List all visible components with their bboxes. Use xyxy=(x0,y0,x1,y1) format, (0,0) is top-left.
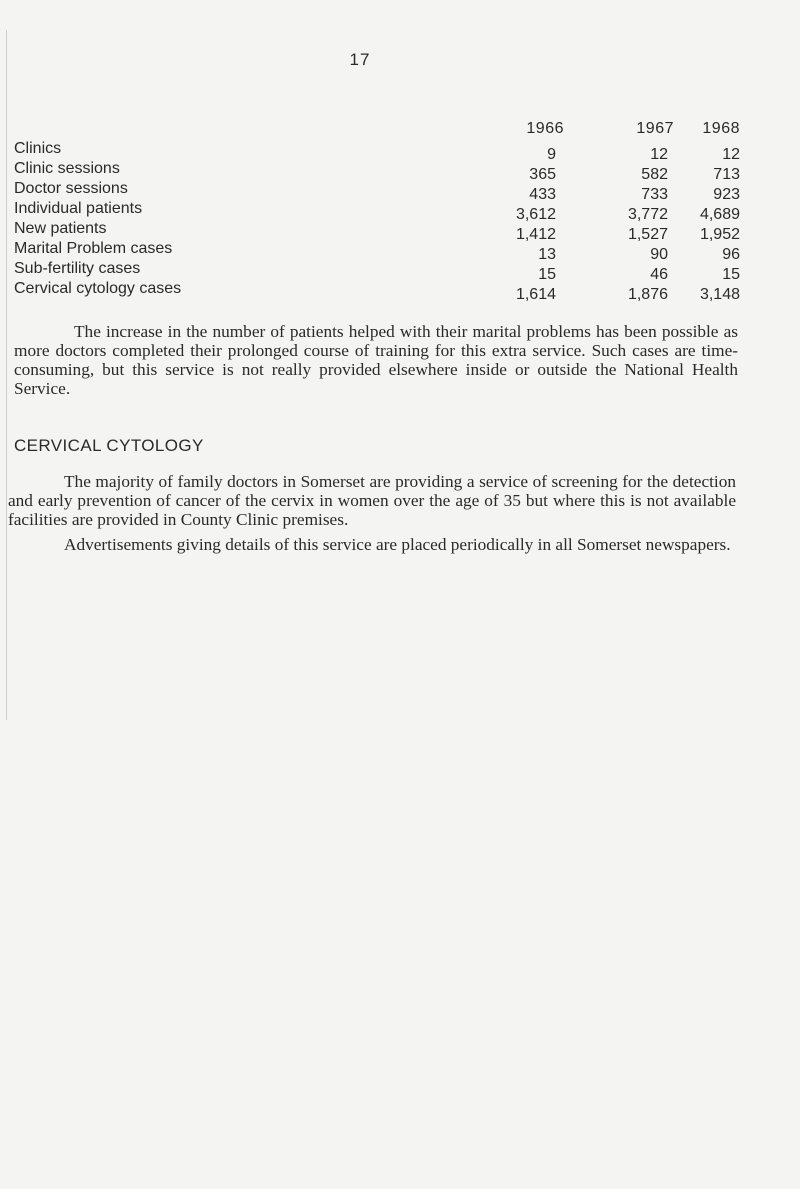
cell-doctor-sessions-1966: 433 xyxy=(529,186,556,203)
row-label-individual-patients: Individual patients xyxy=(14,200,143,217)
cell-clinics-1967: 12 xyxy=(650,146,668,163)
cell-new-patients-1968: 1,952 xyxy=(699,226,740,243)
cell-cervical-cytology-cases-1967: 1,876 xyxy=(627,286,668,303)
cell-individual-patients-1968: 4,689 xyxy=(699,206,740,223)
cell-cervical-cytology-cases-1968: 3,148 xyxy=(699,286,740,303)
paragraph-advertisements: Advertisements giving details of this service are placed periodically in all Somerset newspapers. xyxy=(64,535,731,554)
cell-cervical-cytology-cases-1966: 1,614 xyxy=(515,286,556,303)
page-edge-line xyxy=(6,30,7,720)
row-label-sub-fertility-cases: Sub-fertility cases xyxy=(14,260,141,277)
paragraph-marital-problems: The increase in the number of patients helped with their marital problems has been possible as more doctors completed their prolonged course of training for this extra service. Such cases are time-consuming, but this service is not really provided elsewhere inside or outside the National Health Service. xyxy=(14,322,738,398)
cell-clinic-sessions-1967: 582 xyxy=(641,166,668,183)
cell-individual-patients-1967: 3,772 xyxy=(627,206,668,223)
year-header-1966: 1966 xyxy=(526,120,564,137)
cell-marital-problem-cases-1966: 13 xyxy=(538,246,556,263)
paragraph-screening-service: The majority of family doctors in Somerset are providing a service of screening for the detection and early prevention of cancer of the cervix in women over the age of 35 but where this is not available facilities are provided in County Clinic premises. xyxy=(8,472,736,529)
cell-sub-fertility-cases-1968: 15 xyxy=(722,266,740,283)
cell-clinic-sessions-1966: 365 xyxy=(529,166,556,183)
row-label-new-patients: New patients xyxy=(14,220,107,237)
row-label-cervical-cytology-cases: Cervical cytology cases xyxy=(14,280,182,297)
cell-clinics-1966: 9 xyxy=(547,146,556,163)
cell-new-patients-1967: 1,527 xyxy=(627,226,668,243)
row-label-marital-problem-cases: Marital Problem cases xyxy=(14,240,173,257)
section-heading-cervical-cytology: CERVICAL CYTOLOGY xyxy=(14,436,204,455)
cell-clinic-sessions-1968: 713 xyxy=(713,166,740,183)
page-number: 17 xyxy=(349,50,371,69)
row-label-clinics: Clinics xyxy=(14,140,62,157)
cell-marital-problem-cases-1968: 96 xyxy=(722,246,740,263)
cell-sub-fertility-cases-1967: 46 xyxy=(650,266,668,283)
cell-sub-fertility-cases-1966: 15 xyxy=(538,266,556,283)
cell-doctor-sessions-1968: 923 xyxy=(713,186,740,203)
row-label-doctor-sessions: Doctor sessions xyxy=(14,180,128,197)
year-header-1967: 1967 xyxy=(636,120,674,137)
cell-marital-problem-cases-1967: 90 xyxy=(650,246,668,263)
clinic-statistics-table xyxy=(14,120,744,320)
cell-individual-patients-1966: 3,612 xyxy=(515,206,556,223)
cell-new-patients-1966: 1,412 xyxy=(515,226,556,243)
row-label-clinic-sessions: Clinic sessions xyxy=(14,160,120,177)
cell-clinics-1968: 12 xyxy=(722,146,740,163)
cell-doctor-sessions-1967: 733 xyxy=(641,186,668,203)
year-header-1968: 1968 xyxy=(702,120,740,137)
